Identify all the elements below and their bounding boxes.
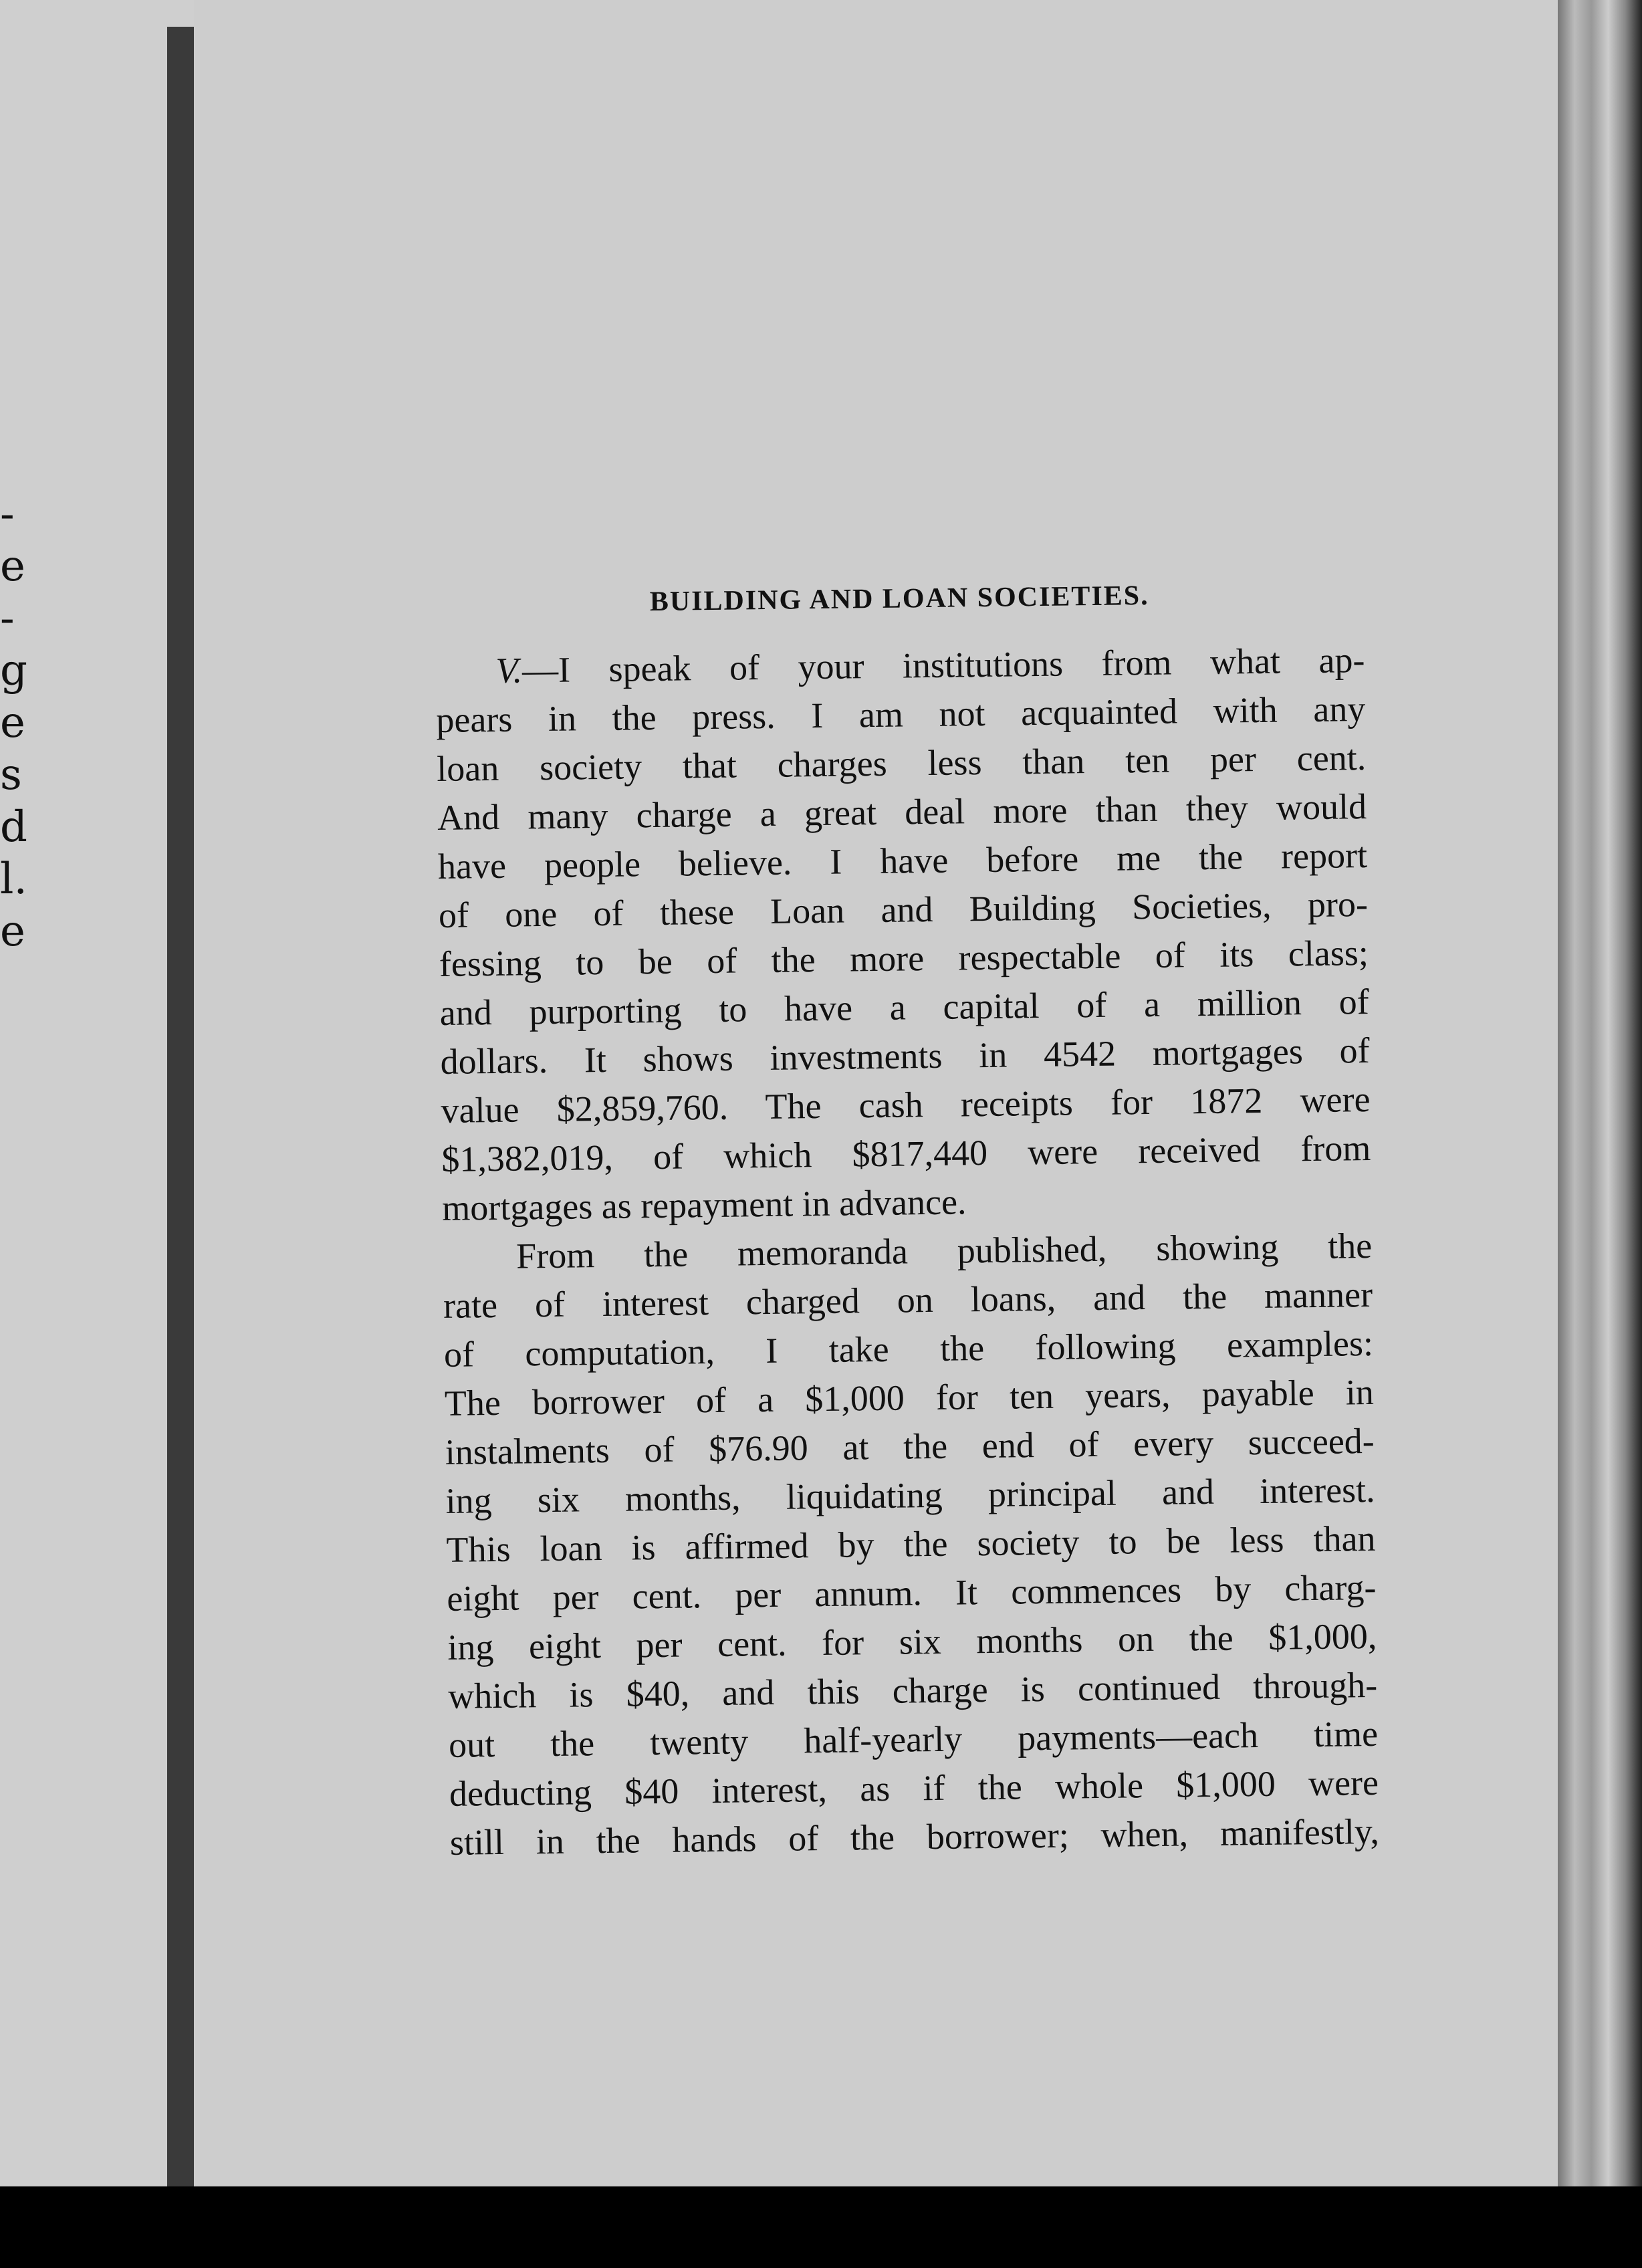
text-line: deducting $40 interest, as if the whole $1,000 were — [449, 1762, 1379, 1814]
text-line: of computation, I take the following examples: — [443, 1323, 1374, 1375]
edge-letter: g — [0, 646, 27, 695]
text-line: loan society that charges less than ten per cent. — [436, 738, 1367, 789]
text-line: still in the hands of the borrower; when, manifestly, — [449, 1811, 1380, 1863]
text-line: of one of these Loan and Building Societies, pro- — [438, 883, 1369, 935]
initial-letter: V. — [495, 650, 523, 691]
text-line: and purporting to have a capital of a million of — [439, 981, 1370, 1033]
edge-letter: e — [0, 907, 25, 956]
edge-letter: - — [0, 489, 15, 539]
page-edges — [1558, 0, 1642, 2268]
text-line: rate of interest charged on loans, and the manner — [443, 1274, 1373, 1326]
edge-letter: d — [0, 802, 27, 852]
facing-page-edge-letters — [0, 488, 27, 957]
text-line: From the memoranda published, showing the — [515, 1225, 1373, 1276]
text-line: The borrower of a $1,000 for ten years, payable in — [444, 1371, 1375, 1424]
text-line: dollars. It shows investments in 4542 mortgages of — [440, 1030, 1370, 1082]
text-line: pears in the press. I am not acquainted with any — [436, 689, 1366, 740]
text-line: This loan is affirmed by the society to be less than — [446, 1518, 1376, 1570]
scan-bottom-border — [0, 2186, 1642, 2268]
edge-letter: l. — [0, 855, 27, 904]
text-line: ing six months, liquidating principal and interest. — [445, 1469, 1375, 1521]
text-line: which is $40, and this charge is continued through- — [447, 1664, 1378, 1716]
page-text — [435, 577, 1379, 1867]
edge-letter: - — [0, 594, 15, 643]
book-gutter — [167, 27, 194, 2233]
paragraph-1 — [435, 636, 1372, 1233]
text-line: out the twenty half-yearly payments—each time — [448, 1713, 1379, 1765]
text-line: value $2,859,760. The cash receipts for 1872 were — [441, 1079, 1371, 1131]
edge-letter: s — [0, 750, 22, 800]
edge-letter: e — [0, 698, 25, 748]
text-line: instalments of $76.90 at the end of every succeed- — [445, 1420, 1375, 1472]
edge-letter: e — [0, 542, 25, 591]
text-line: $1,382,019, of which $817,440 were received from — [441, 1127, 1371, 1179]
text-line: And many charge a great deal more than they would — [437, 786, 1367, 838]
text-line: fessing to be of the more respectable of its class; — [439, 932, 1369, 984]
text-line: have people believe. I have before me the report — [437, 834, 1368, 887]
paragraph-2 — [443, 1222, 1379, 1867]
text-line: eight per cent. per annum. It commences by charg- — [447, 1567, 1377, 1619]
section-heading: BUILDING AND LOAN SOCIETIES. — [649, 580, 1149, 618]
text-line: mortgages as repayment in advance. — [441, 1181, 967, 1228]
text-line: ing eight per cent. for six months on the $1,000, — [447, 1615, 1377, 1668]
text-line: V.—I speak of your institutions from what ap- — [435, 636, 1365, 696]
